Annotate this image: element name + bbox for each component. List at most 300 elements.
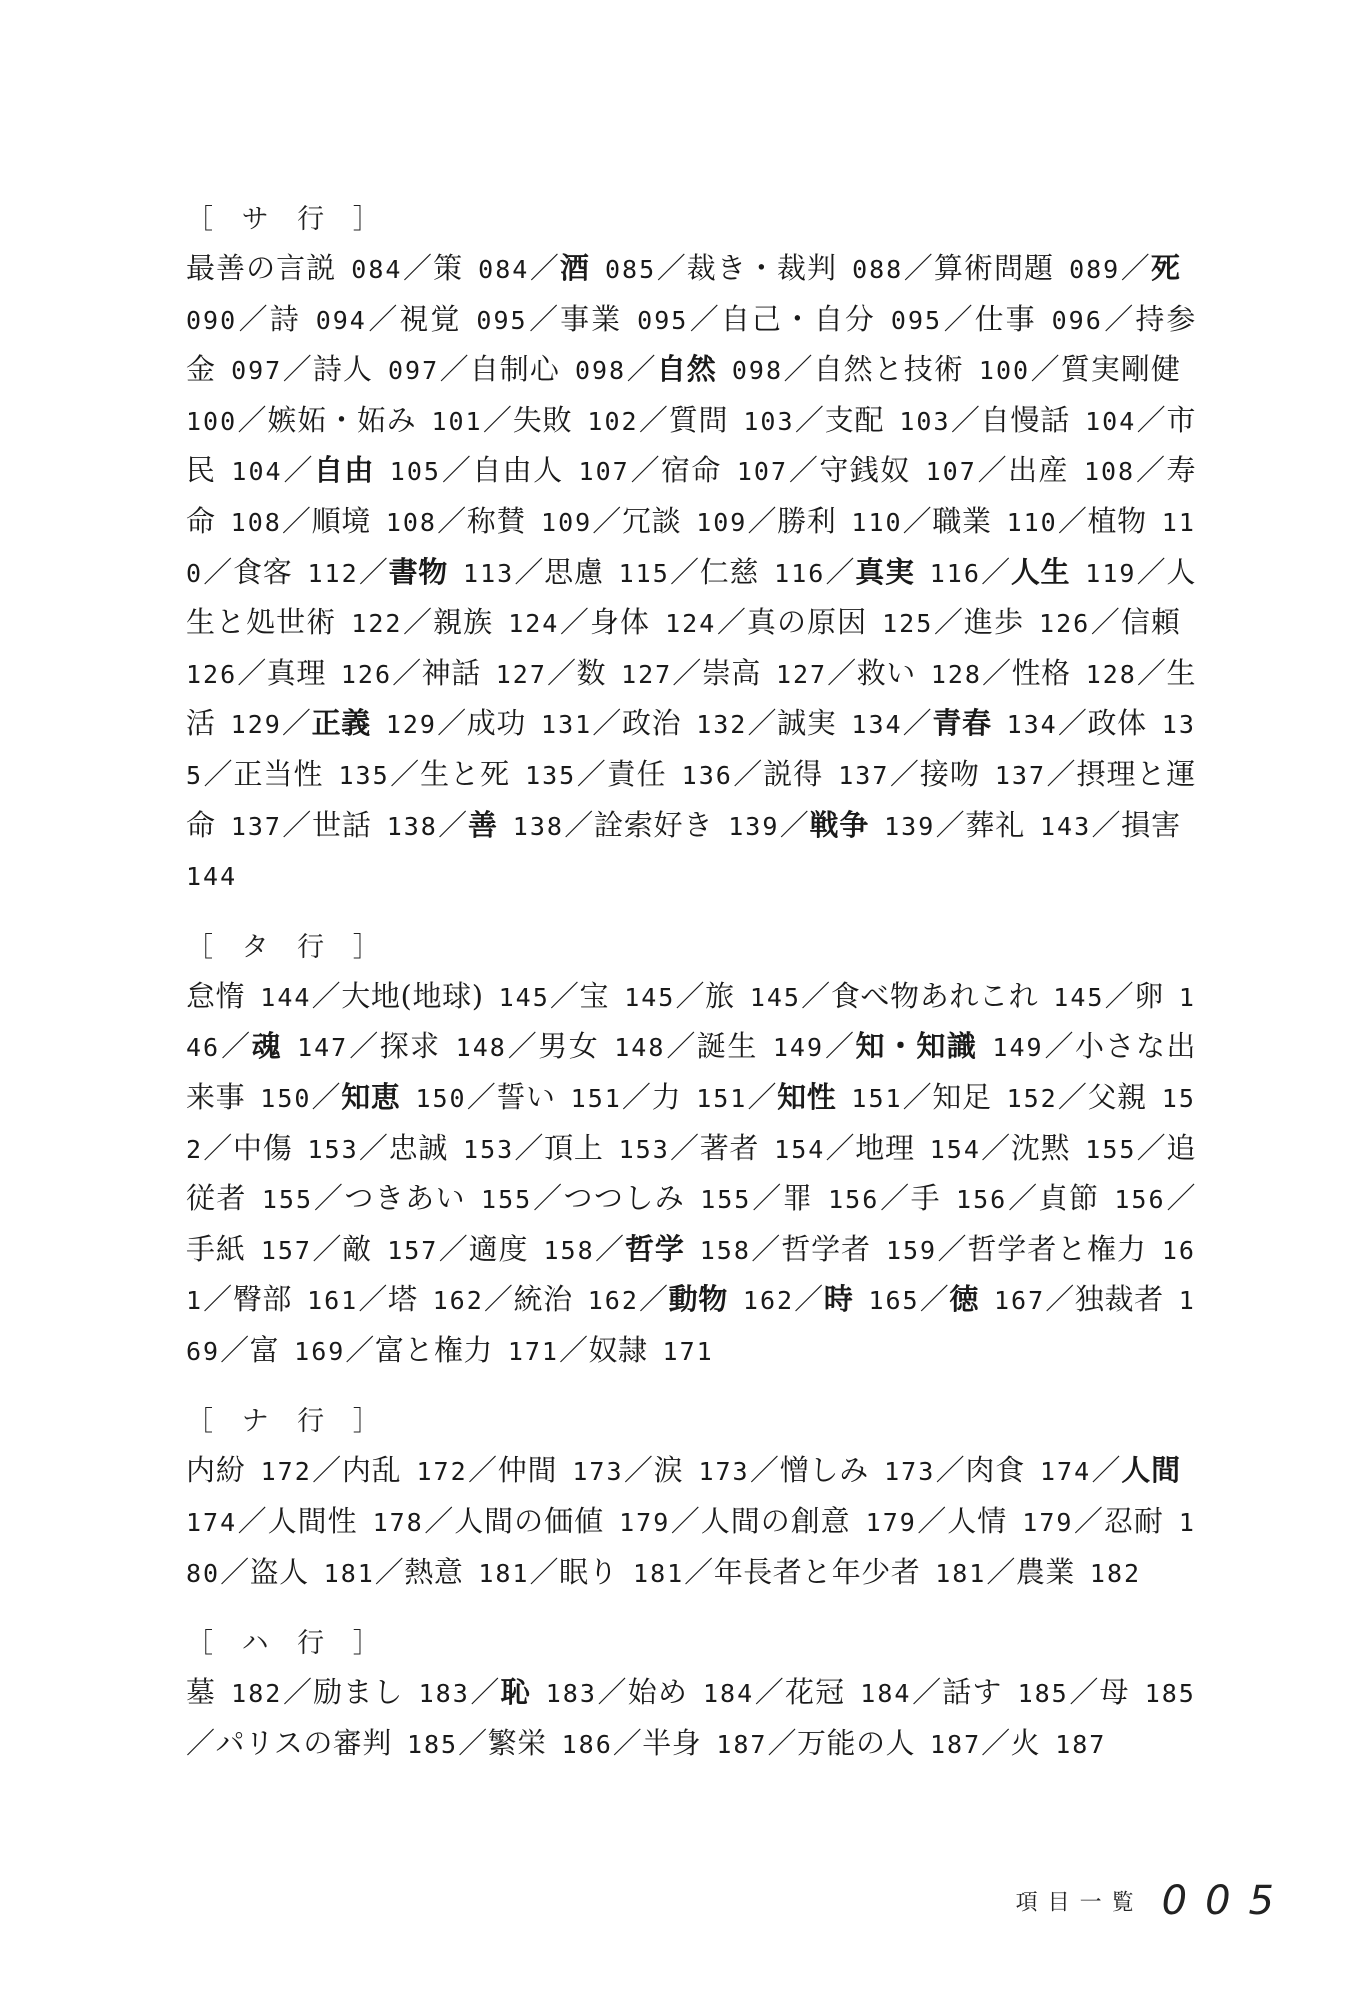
entry-term: 裁き・裁判 [686, 251, 838, 285]
entry-page: 146 [186, 982, 1196, 1063]
entry-page: 172 [416, 1457, 468, 1487]
entry-page: 096 [1051, 305, 1103, 335]
entry-term: 恥 [500, 1675, 531, 1710]
entry-page: 115 [618, 558, 670, 588]
entry-page: 097 [231, 356, 283, 386]
entry-term: 追従者 [186, 1130, 1196, 1216]
entry-term: 説得 [763, 756, 824, 791]
entry-page: 110 [186, 507, 1196, 588]
entry-page: 154 [774, 1134, 826, 1164]
entry-page: 184 [703, 1679, 755, 1709]
entry-page: 095 [637, 305, 689, 335]
index-section [186, 196, 1196, 902]
entry-page: 126 [340, 659, 393, 689]
entry-term: 繁栄 [487, 1725, 547, 1760]
entry-page: 181 [478, 1558, 530, 1588]
entry-term: 敵 [342, 1231, 373, 1266]
entry-page: 157 [260, 1235, 312, 1265]
entry-page: 187 [930, 1729, 982, 1759]
entry-page: 187 [1055, 1729, 1107, 1759]
entry-term: 火 [1010, 1725, 1041, 1760]
entry-term: 数 [576, 655, 607, 690]
entry-page: 101 [431, 406, 483, 436]
entry-page: 089 [1069, 255, 1121, 284]
entry-term: 嫉妬・妬み [267, 402, 417, 437]
entry-term: 職業 [932, 503, 992, 538]
entry-term: 人生 [1010, 554, 1071, 589]
entry-page: 095 [890, 305, 943, 335]
entry-term: 地理 [855, 1130, 915, 1165]
entry-page: 144 [260, 982, 312, 1012]
entry-page: 122 [351, 609, 403, 639]
entry-page: 102 [587, 406, 639, 436]
entry-term: 書物 [388, 554, 449, 589]
section-heading: ［ サ 行 ］ [186, 204, 390, 235]
running-footer-title: 項目一覧 [1015, 1890, 1144, 1916]
entry-term: 損害 [1121, 807, 1181, 842]
entry-page: 178 [372, 1508, 424, 1538]
entry-term: 正当性 [233, 756, 324, 791]
entry-term: 卵 [1134, 978, 1164, 1013]
entry-page: 172 [260, 1457, 312, 1487]
entry-term: 統治 [513, 1282, 573, 1317]
entry-page: 153 [463, 1134, 515, 1164]
page-number: 005 [1161, 1878, 1292, 1924]
entry-term: 人間の価値 [454, 1504, 605, 1539]
entry-page: 104 [1085, 406, 1137, 436]
entry-term: 真理 [266, 655, 326, 690]
entry-term: 出産 [1008, 453, 1069, 488]
entry-page: 183 [545, 1679, 597, 1709]
entry-term: 詩 [269, 301, 301, 336]
entry-term: つきあい [344, 1181, 467, 1216]
entry-page: 150 [415, 1083, 467, 1113]
entry-page: 119 [1085, 558, 1137, 588]
entry-page: 152 [186, 1083, 1196, 1164]
entry-page: 157 [387, 1235, 439, 1265]
entry-term: 中傷 [233, 1130, 293, 1165]
entry-page: 129 [230, 710, 282, 740]
entry-page: 128 [1085, 659, 1137, 689]
entry-term: 小さな出来事 [186, 1029, 1196, 1114]
entry-page: 181 [633, 1558, 685, 1588]
index-page [186, 196, 1196, 1916]
entry-term: 農業 [1015, 1554, 1075, 1589]
entry-page: 098 [731, 356, 783, 386]
entry-term: 誓い [496, 1079, 556, 1114]
entry-term: 生と死 [420, 756, 511, 791]
entry-term: 母 [1099, 1675, 1130, 1710]
entry-term: 称賛 [466, 503, 527, 538]
entry-page: 112 [307, 558, 359, 588]
section-heading: ［ ハ 行 ］ [186, 1628, 390, 1660]
entry-page: 154 [929, 1134, 981, 1164]
entry-term: 著者 [699, 1130, 760, 1165]
entry-page: 132 [696, 710, 748, 740]
entry-term: 冗談 [621, 503, 682, 538]
entry-page: 125 [882, 609, 934, 639]
entry-term: 手紙 [186, 1231, 246, 1266]
entry-term: 人間 [1121, 1453, 1181, 1488]
entry-term: 青春 [932, 706, 992, 741]
entry-page: 145 [1053, 982, 1105, 1012]
entry-term: 罪 [782, 1181, 814, 1216]
entry-term: 沈黙 [1010, 1130, 1071, 1165]
entry-page: 137 [994, 760, 1046, 790]
entry-term: 力 [651, 1079, 682, 1114]
entry-term: 事業 [560, 301, 623, 336]
entry-term: 富 [249, 1332, 280, 1367]
entry-term: 宝 [579, 978, 610, 1013]
entry-page: 152 [1006, 1083, 1058, 1113]
entry-page: 179 [1022, 1508, 1074, 1538]
entry-page: 173 [572, 1457, 624, 1487]
entry-term: 知恵 [341, 1079, 401, 1114]
entry-page: 126 [1039, 609, 1091, 639]
entry-term: 哲学 [624, 1231, 685, 1266]
entry-page: 127 [775, 659, 828, 689]
entry-term: 励まし [313, 1675, 404, 1710]
entry-page: 179 [865, 1508, 917, 1538]
entry-term: 内乱 [341, 1453, 402, 1488]
entry-page: 094 [315, 305, 367, 335]
entry-page: 181 [935, 1558, 987, 1588]
entry-term: 神話 [421, 655, 481, 690]
entry-page: 183 [418, 1679, 470, 1709]
entry-page: 153 [307, 1134, 359, 1164]
entry-page: 148 [614, 1033, 666, 1063]
entry-term: 詮索好き [594, 807, 714, 842]
entry-page: 149 [992, 1033, 1044, 1063]
entry-page: 174 [1040, 1457, 1092, 1487]
entry-page: 153 [618, 1134, 670, 1164]
entry-page: 174 [186, 1508, 238, 1538]
entry-term: 適度 [468, 1231, 529, 1266]
entry-term: 性格 [1011, 655, 1071, 690]
entry-page: 127 [495, 659, 547, 689]
entry-page: 156 [828, 1185, 880, 1215]
entry-page: 161 [186, 1235, 1196, 1316]
entry-page: 095 [476, 305, 528, 335]
entry-term: 植物 [1087, 503, 1147, 538]
entry-page: 134 [851, 710, 903, 740]
entry-term: 持参金 [186, 301, 1196, 387]
entry-term: 接吻 [919, 756, 980, 791]
index-section [186, 1620, 1196, 1769]
entry-page: 151 [570, 1083, 622, 1113]
entry-term: 自慢話 [980, 402, 1071, 437]
entry-term: つつしみ [563, 1181, 686, 1216]
entry-page: 129 [385, 710, 437, 740]
entry-page: 097 [387, 356, 440, 386]
entry-page: 162 [742, 1286, 795, 1316]
entry-term: 話す [942, 1675, 1003, 1710]
entry-term: 富と権力 [374, 1332, 493, 1367]
entry-term: 死 [1150, 251, 1181, 285]
entry-term: 守銭奴 [819, 453, 911, 488]
entry-page: 124 [665, 609, 717, 639]
entry-term: 父親 [1087, 1079, 1147, 1114]
entry-term: 哲学者 [781, 1231, 871, 1266]
entry-page: 155 [700, 1185, 752, 1215]
entry-page: 107 [925, 457, 977, 487]
entry-page: 104 [231, 457, 283, 487]
entry-term: 進歩 [963, 605, 1025, 640]
entry-term: 墓 [186, 1675, 217, 1710]
entry-term: 熱意 [404, 1554, 464, 1589]
entry-page: 136 [681, 760, 733, 790]
entry-page: 145 [498, 982, 550, 1012]
entry-page: 103 [899, 406, 951, 436]
entry-term: 最善の言説 [186, 251, 337, 285]
entry-page: 109 [541, 507, 593, 537]
entry-page: 184 [860, 1679, 912, 1709]
entry-term: 崇高 [701, 655, 761, 690]
entry-page: 144 [186, 862, 238, 892]
entry-page: 134 [1006, 710, 1058, 740]
entry-page: 143 [1040, 811, 1092, 841]
entry-term: 万能の人 [796, 1725, 915, 1760]
entry-page: 147 [297, 1033, 349, 1063]
entry-page: 100 [978, 356, 1031, 386]
entry-term: 政治 [621, 706, 682, 741]
entry-term: 摂理と運命 [186, 756, 1196, 842]
entry-page: 171 [662, 1336, 714, 1366]
entry-page: 182 [231, 1679, 283, 1709]
entry-term: 親族 [433, 605, 494, 640]
entry-page: 179 [619, 1508, 671, 1538]
entry-term: 塔 [387, 1282, 418, 1317]
entry-term: 質問 [668, 402, 729, 437]
entry-term: 寿命 [186, 453, 1196, 538]
entry-term: 責任 [606, 756, 667, 791]
entry-term: 世話 [312, 807, 372, 842]
entry-term: 人間の創意 [700, 1504, 851, 1539]
entry-page: 182 [1089, 1558, 1142, 1588]
entry-page: 149 [772, 1033, 824, 1063]
entry-page: 128 [930, 659, 982, 689]
entry-term: 詩人 [312, 352, 373, 387]
index-section [186, 924, 1196, 1377]
entry-page: 159 [885, 1235, 938, 1265]
entry-page: 084 [478, 255, 530, 284]
entry-term: 探求 [379, 1029, 441, 1064]
entry-page: 116 [774, 558, 826, 588]
entry-page: 116 [929, 558, 981, 588]
entry-page: 127 [621, 659, 673, 689]
entry-term: パリスの審判 [215, 1725, 392, 1760]
entry-page: 180 [186, 1508, 1196, 1588]
entry-term: 誕生 [696, 1029, 758, 1064]
entry-term: 正義 [311, 706, 371, 741]
entry-term: 仲間 [497, 1453, 558, 1488]
entry-page: 139 [728, 811, 780, 841]
entry-term: 市民 [186, 402, 1196, 488]
entry-page: 110 [1006, 507, 1058, 537]
entry-term: 葬礼 [965, 807, 1025, 842]
entry-term: 人生と処世術 [186, 554, 1196, 640]
entry-page: 103 [743, 406, 795, 436]
entry-term: 宿命 [661, 453, 722, 488]
entry-page: 138 [386, 811, 438, 841]
entry-page: 167 [993, 1286, 1046, 1316]
entry-term: 人間性 [267, 1504, 358, 1539]
entry-term: 失敗 [512, 402, 573, 437]
entry-term: 算術問題 [933, 251, 1055, 285]
index-sections [186, 196, 1196, 1769]
entry-term: 涙 [653, 1453, 684, 1488]
entry-term: 独裁者 [1074, 1282, 1164, 1317]
entry-term: 動物 [668, 1282, 728, 1317]
entry-term: 善 [467, 807, 498, 842]
entry-term: 魂 [251, 1029, 283, 1064]
entry-term: 頂上 [544, 1130, 604, 1165]
entry-page: 173 [698, 1457, 750, 1487]
entry-term: 哲学者と権力 [967, 1231, 1147, 1266]
entry-term: 真実 [855, 554, 915, 589]
entry-term: 花冠 [784, 1675, 846, 1710]
entry-term: 手 [910, 1181, 942, 1216]
entry-page: 148 [455, 1033, 507, 1063]
entry-page: 181 [323, 1558, 375, 1588]
entry-page: 158 [699, 1235, 751, 1265]
entry-page: 150 [260, 1083, 312, 1113]
entry-term: 政体 [1087, 706, 1147, 741]
entry-term: 知足 [932, 1079, 992, 1114]
entry-term: 救い [856, 655, 916, 690]
entry-page: 145 [749, 982, 801, 1012]
entry-page: 138 [512, 811, 564, 841]
entry-page: 113 [463, 558, 515, 588]
entry-page: 107 [736, 457, 789, 487]
entry-page: 155 [1085, 1134, 1137, 1164]
entry-term: 旅 [705, 978, 735, 1013]
entry-term: 食客 [233, 554, 293, 589]
entry-list: 内紛 172／内乱 172／仲間 173／涙 173／憎しみ 173／肉食 174／人間 174／人間性 178／人間の価値 179／人間の創意 179／人情 179／忍耐 180／盗人 181／熱意 181／眠り 181／年長者と年少者 181／農業 182 [186, 1453, 1196, 1589]
entry-page: 158 [543, 1235, 595, 1265]
entry-term: 酒 [559, 251, 590, 285]
entry-page: 084 [351, 255, 403, 284]
entry-page: 108 [1083, 457, 1136, 487]
entry-term: 食べ物あれこれ [830, 978, 1039, 1013]
page-footer [1016, 1878, 1292, 1924]
entry-list: 怠惰 144／大地(地球) 145／宝 145／旅 145／食べ物あれこれ 145／卵 146／魂 147／探求 148／男女 148／誕生 149／知・知識 149／小さな出来事 150／知恵 150／誓い 151／力 151／知性 151／知足 152／父親 152／中傷 153／忠誠 153／頂上 153／著者 154／地理 154／沈黙 155／追従者 155／つきあい 155／つつしみ 155／罪 156／手 156／貞節 156／手紙 157／敵 157／適度 158／哲学 158／哲学者 159／哲学者と権力 161／臀部 161／塔 162／統治 162／動物 162／時 165／徳 167／独裁者 169／富 169／富と権力 171／奴隷 171 [186, 978, 1196, 1367]
entry-term: 仁慈 [699, 554, 760, 589]
entry-term: 忠誠 [388, 1130, 449, 1165]
entry-page: 151 [696, 1083, 748, 1113]
entry-page: 135 [525, 760, 577, 790]
entry-term: 真の原因 [746, 605, 868, 640]
entry-page: 186 [561, 1729, 613, 1759]
entry-page: 171 [507, 1336, 559, 1366]
entry-page: 108 [230, 507, 282, 537]
entry-page: 135 [338, 760, 390, 790]
entry-term: 自制心 [469, 352, 560, 387]
entry-page: 137 [838, 760, 890, 790]
entry-page: 161 [307, 1286, 359, 1316]
entry-term: 生活 [186, 655, 1196, 741]
entry-term: 順境 [311, 503, 371, 538]
entry-page: 126 [186, 659, 238, 689]
entry-term: 成功 [466, 706, 527, 741]
entry-term: 自由人 [472, 453, 564, 488]
entry-term: 忍耐 [1103, 1504, 1164, 1539]
entry-term: 自然と技術 [813, 352, 964, 387]
entry-term: 思慮 [544, 554, 604, 589]
entry-page: 137 [230, 811, 282, 841]
entry-page: 131 [541, 710, 593, 740]
entry-page: 098 [574, 356, 627, 386]
entry-term: 信頼 [1120, 605, 1181, 640]
entry-page: 105 [389, 457, 441, 487]
entry-term: 人情 [947, 1504, 1008, 1539]
entry-term: 盗人 [249, 1554, 309, 1589]
entry-page: 107 [578, 457, 630, 487]
entry-list: 墓 182／励まし 183／恥 183／始め 184／花冠 184／話す 185／母 185／パリスの審判 185／繁栄 186／半身 187／万能の人 187／火 187 [186, 1675, 1196, 1760]
entry-term: 男女 [538, 1029, 600, 1064]
entry-page: 169 [186, 1286, 1196, 1366]
entry-term: 自然 [656, 352, 717, 387]
entry-term: 肉食 [965, 1453, 1025, 1488]
entry-page: 156 [956, 1185, 1008, 1215]
entry-page: 145 [624, 982, 676, 1012]
entry-term: 年長者と年少者 [713, 1554, 921, 1589]
entry-page: 108 [385, 507, 437, 537]
entry-term: 自由 [313, 453, 375, 488]
entry-page: 135 [186, 710, 1196, 790]
entry-page: 090 [186, 305, 238, 335]
index-section [186, 1398, 1196, 1598]
entry-page: 109 [696, 507, 748, 537]
entry-page: 139 [884, 811, 936, 841]
entry-term: 勝利 [777, 503, 837, 538]
entry-page: 156 [1114, 1185, 1166, 1215]
entry-term: 眠り [559, 1554, 619, 1589]
entry-term: 知・知識 [855, 1029, 978, 1064]
entry-page: 110 [851, 507, 903, 537]
entry-page: 155 [481, 1185, 533, 1215]
entry-page: 185 [1144, 1679, 1196, 1709]
entry-page: 165 [868, 1286, 920, 1316]
entry-term: 臀部 [232, 1282, 293, 1317]
entry-term: 怠惰 [186, 978, 246, 1013]
entry-term: 支配 [824, 402, 885, 437]
entry-page: 169 [294, 1336, 346, 1366]
entry-term: 大地(地球) [341, 978, 484, 1013]
entry-term: 憎しみ [779, 1453, 870, 1488]
entry-page: 162 [432, 1286, 484, 1316]
entry-term: 貞節 [1038, 1181, 1100, 1216]
entry-page: 155 [261, 1185, 313, 1215]
entry-term: 誠実 [777, 706, 837, 741]
entry-page: 124 [508, 609, 560, 639]
entry-term: 内紛 [186, 1453, 246, 1488]
entry-page: 173 [884, 1457, 936, 1487]
entry-term: 半身 [642, 1725, 702, 1760]
entry-page: 185 [406, 1729, 459, 1759]
entry-page: 088 [852, 255, 904, 284]
entry-page: 151 [851, 1083, 903, 1113]
entry-term: 策 [433, 251, 464, 285]
entry-page: 185 [1017, 1679, 1069, 1709]
entry-page: 100 [186, 406, 238, 436]
entry-term: 奴隷 [588, 1332, 648, 1367]
entry-term: 質実剛健 [1060, 352, 1181, 387]
section-heading: ［ タ 行 ］ [186, 931, 390, 963]
entry-list: 最善の言説 084／策 084／酒 085／裁き・裁判 088／算術問題 089／死 090／詩 094／視覚 095／事業 095／自己・自分 095／仕事 096／持参金 097／詩人 097／自制心 098／自然 098／自然と技術 100／質実剛健 100／嫉妬・妬み 101／失敗 102／質問 103／支配 103／自慢話 104／市民 104／自由 105／自由人 107／宿命 107／守銭奴 107／出産 108／寿命 108／順境 108／称賛 109／冗談 109／勝利 110／職業 110／植物 110／食客 112／書物 113／思慮 115／仁慈 116／真実 116／人生 119／人生と処世術 122／親族 124／身体 124／真の原因 125／進歩 126／信頼 126／真理 126／神話 127／数 127／崇高 127／救い 128／性格 128／生活 129／正義 129／成功 131／政治 132／誠実 134／青春 134／政体 135／正当性 135／生と死 135／責任 136／説得 137／接吻 137／摂理と運命 137／世話 138／善 138／詮索好き 139／戦争 139／葬礼 143／損害 144 [186, 251, 1196, 892]
entry-term: 始め [627, 1675, 688, 1710]
entry-term: 戦争 [809, 807, 870, 842]
